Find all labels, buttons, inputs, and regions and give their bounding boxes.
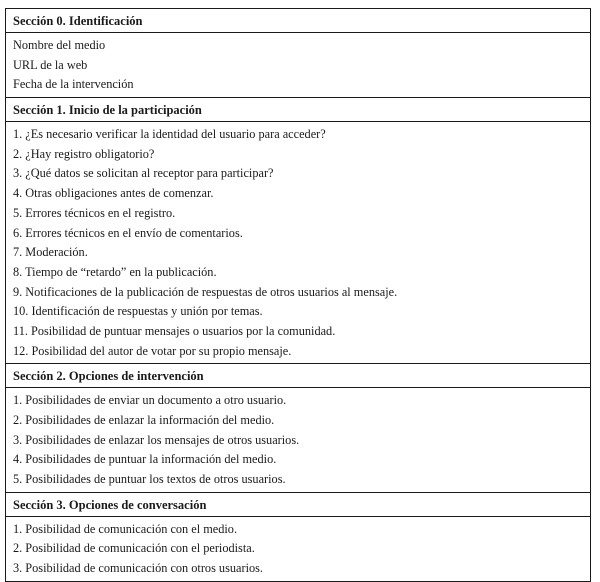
list-item: 4. Posibilidades de puntuar la información del medio. [13, 452, 277, 467]
list-item: 2. Posibilidades de enlazar la información del medio. [13, 413, 275, 427]
section-body [6, 388, 590, 492]
list-item: 5. Posibilidades de puntuar los textos de otros usuarios. [13, 472, 286, 487]
list-item: 1. ¿Es necesario verificar la identidad del usuario para acceder? [13, 127, 326, 142]
section-2 [6, 364, 590, 492]
list-item: 9. Notificaciones de la publicación de respuestas de otros usuarios al mensaje. [13, 284, 398, 299]
list-item: 3. Posibilidades de enlazar los mensajes de otros usuarios. [13, 432, 300, 447]
list-item: 1. Posibilidad de comunicación con el medio. [13, 521, 238, 536]
list-item: 4. Otras obligaciones antes de comenzar. [13, 186, 214, 201]
list-item: 2. ¿Hay registro obligatorio? [13, 146, 155, 161]
list-item: 11. Posibilidad de puntuar mensajes o usuarios por la comunidad. [13, 323, 336, 338]
list-item: 3. ¿Qué datos se solicitan al receptor para participar? [13, 166, 274, 181]
list-item: 5. Errores técnicos en el registro. [13, 205, 176, 220]
section-0 [6, 9, 590, 98]
list-item: 2. Posibilidad de comunicación con el periodista. [13, 541, 255, 556]
section-header: Sección 0. Identificación [6, 9, 590, 33]
section-3 [6, 493, 590, 581]
list-item: URL de la web [13, 57, 88, 72]
list-item: 7. Moderación. [13, 245, 88, 260]
section-body [6, 33, 590, 98]
list-item: 10. Identificación de respuestas y unión por temas. [13, 304, 263, 319]
section-header: Sección 3. Opciones de conversación [6, 493, 590, 517]
list-item: 8. Tiempo de “retardo” en la publicación. [13, 264, 217, 279]
questionnaire-table [5, 8, 591, 582]
section-1 [6, 98, 590, 364]
list-item: Nombre del medio [13, 38, 106, 52]
section-header: Sección 1. Inicio de la participación [6, 98, 590, 122]
list-item: 12. Posibilidad del autor de votar por su propio mensaje. [13, 343, 292, 358]
list-item: Fecha de la intervención [13, 77, 134, 92]
section-body [6, 517, 590, 581]
section-body [6, 122, 590, 364]
section-header: Sección 2. Opciones de intervención [6, 364, 590, 388]
list-item: 6. Errores técnicos en el envío de comentarios. [13, 225, 243, 240]
list-item: 1. Posibilidades de enviar un documento a otro usuario. [13, 393, 287, 408]
list-item: 3. Posibilidad de comunicación con otros usuarios. [13, 561, 263, 576]
